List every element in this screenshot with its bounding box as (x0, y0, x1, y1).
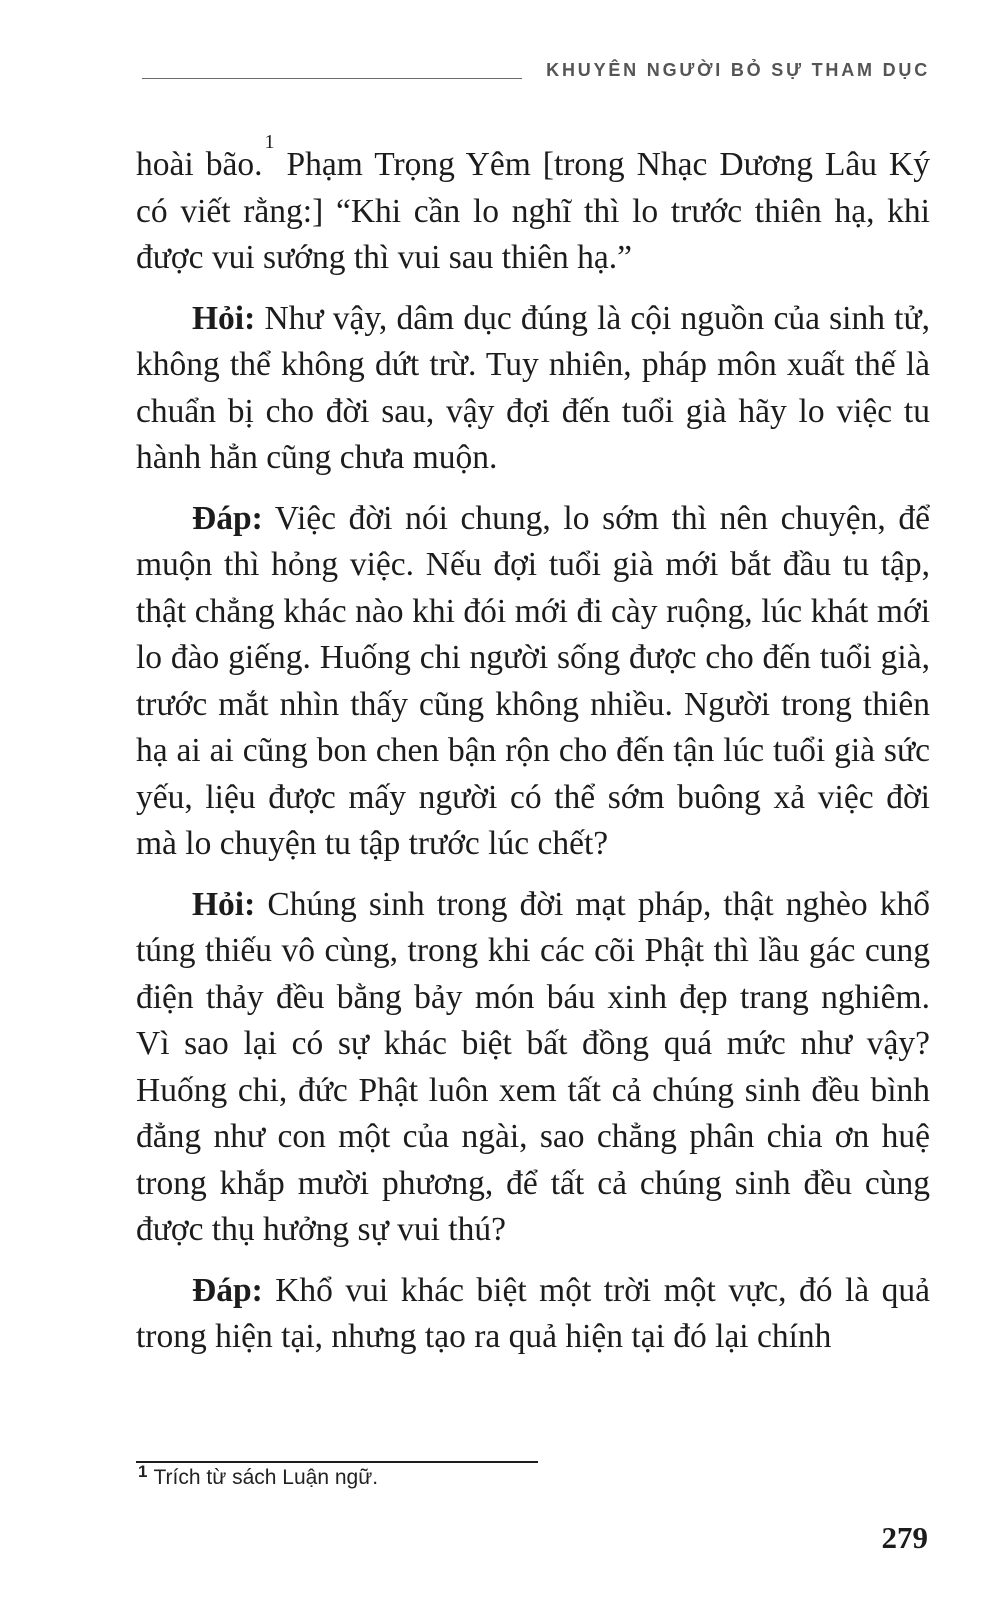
footnote (138, 1462, 379, 1490)
paragraph-1-text-a: hoài bão. (136, 146, 263, 184)
paragraph-3-answer (136, 496, 930, 868)
question-label: Hỏi: (192, 885, 256, 923)
footnote-rule (136, 1461, 538, 1463)
answer-label: Đáp: (192, 499, 263, 537)
page-number: 279 (881, 1520, 928, 1555)
paragraph-2-text: Như vậy, dâm dục đúng là cội nguồn của sinh tử, không thể không dứt trừ. Tuy nhiên, pháp môn xuất thế là chuẩn bị cho đời sau, vậy đợi đến tuổi già hãy lo việc tu hành hẳn cũng chưa muộn. (136, 299, 930, 477)
running-header: KHUYÊN NGƯỜI BỎ SỰ THAM DỤC (546, 60, 930, 80)
footnote-text: Trích từ sách Luận ngữ. (153, 1466, 379, 1489)
footnote-reference[interactable]: 1 (264, 131, 275, 153)
paragraph-4-text: Chúng sinh trong đời mạt pháp, thật nghèo khổ túng thiếu vô cùng, trong khi các cõi Phật thì lầu gác cung điện thảy đều bằng bảy món báu xinh đẹp trang nghiêm. Vì sao lại có sự khác biệt bất đồng quá mức như vậy? Huống chi, đức Phật luôn xem tất cả chúng sinh đều bình đẳng như con một của ngài, sao chẳng phân chia ơn huệ trong khắp mười phương, để tất cả chúng sinh đều cùng được thụ hưởng sự vui thú? (136, 885, 930, 1249)
paragraph-2-question (136, 296, 930, 482)
answer-label: Đáp: (192, 1271, 263, 1309)
paragraph-5-answer (136, 1268, 930, 1361)
question-label: Hỏi: (192, 299, 256, 337)
footnote-number: 1 (138, 1462, 148, 1481)
page-body (136, 131, 930, 1375)
header-rule (142, 78, 522, 79)
paragraph-5-text: Khổ vui khác biệt một trời một vực, đó là quả trong hiện tại, nhưng tạo ra quả hiện tại đó lại chính (136, 1271, 930, 1356)
paragraph-4-question (136, 882, 930, 1254)
paragraph-1-text-b: Phạm Trọng Yêm [trong Nhạc Dương Lâu Ký có viết rằng:] “Khi cần lo nghĩ thì lo trước thiên hạ, khi được vui sướng thì vui sau thiên hạ.” (136, 146, 930, 277)
paragraph-3-text: Việc đời nói chung, lo sớm thì nên chuyện, để muộn thì hỏng việc. Nếu đợi tuổi già mới bắt đầu tu tập, thật chẳng khác nào khi đói mới đi cày ruộng, lúc khát mới lo đào giếng. Huống chi người sống được cho đến tuổi già, trước mắt nhìn thấy cũng không nhiều. Người trong thiên hạ ai ai cũng bon chen bận rộn cho đến tận lúc tuổi già sức yếu, liệu được mấy người có thể sớm buông xả việc đời mà lo chuyện tu tập trước lúc chết? (136, 499, 930, 863)
paragraph-1 (136, 131, 930, 282)
